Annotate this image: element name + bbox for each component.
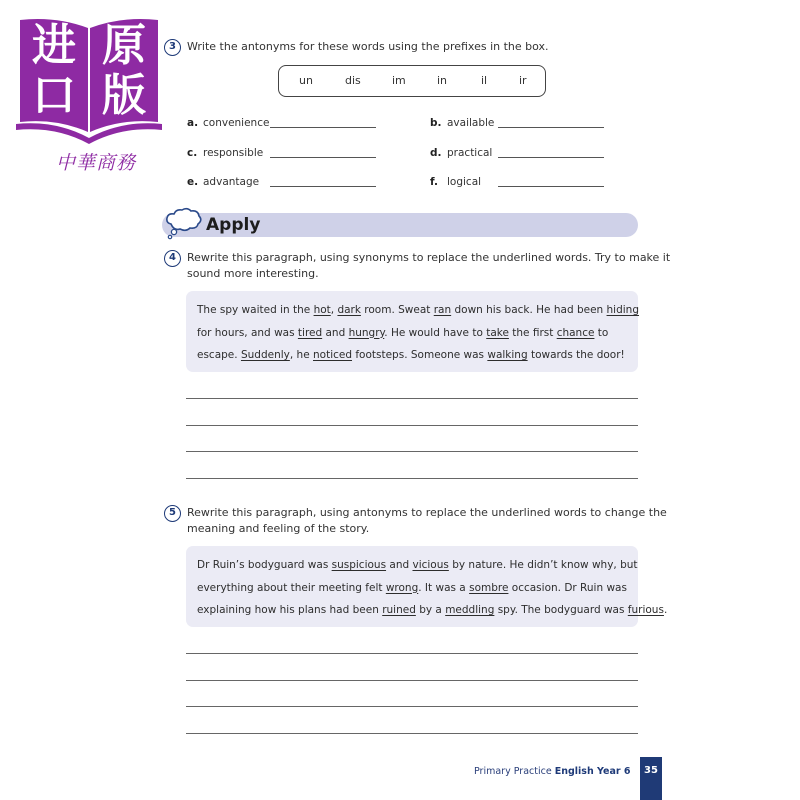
answer-line[interactable] [498, 127, 604, 128]
item-word: convenience [203, 117, 270, 129]
paragraph-text: explaining how his plans had been [197, 604, 383, 616]
underlined-word: wrong [385, 581, 419, 594]
paragraph-text: spy. The bodyguard was [494, 604, 628, 616]
paragraph-text: everything about their meeting felt [197, 581, 386, 594]
writing-line[interactable] [186, 425, 638, 426]
paragraph-text: by a [415, 604, 446, 616]
paragraph-text: by nature. He didn’t know why, but [448, 559, 638, 571]
item-letter: c. [187, 147, 198, 159]
writing-line[interactable] [186, 680, 638, 681]
paragraph-text: and [322, 326, 349, 339]
item-letter: a. [187, 117, 199, 129]
paragraph-text: room. Sweat [360, 304, 434, 316]
writing-line[interactable] [186, 478, 638, 479]
stamp-char-4: 版 [102, 70, 146, 121]
question-number-4: 4 [164, 250, 181, 267]
paragraph-text: . [663, 604, 668, 616]
underlined-word: noticed [313, 349, 353, 361]
prefix-item: dis [345, 74, 361, 87]
prefix-item: im [392, 74, 406, 87]
item-word: available [447, 117, 495, 129]
writing-line[interactable] [186, 733, 638, 734]
stamp-char-1: 进 [32, 20, 76, 71]
publisher-stamp-logo [16, 14, 162, 174]
underlined-word: sombre [469, 581, 509, 594]
apply-heading: Apply [206, 215, 261, 235]
underlined-word: furious [627, 604, 664, 616]
paragraph-line [197, 299, 640, 322]
paragraph-text: . It was a [418, 581, 470, 594]
underlined-word: Suddenly [240, 349, 290, 361]
writing-line[interactable] [186, 706, 638, 707]
underlined-word: chance [556, 326, 595, 339]
underlined-word: vicious [412, 559, 449, 571]
paragraph-text: to [594, 326, 609, 339]
underlined-word: take [486, 326, 509, 339]
paragraph-text: Dr Ruin’s bodyguard was [197, 559, 332, 571]
paragraph-line [197, 344, 626, 367]
prefix-box [278, 65, 546, 97]
writing-line[interactable] [186, 451, 638, 452]
item-letter: d. [430, 147, 442, 159]
paragraph-line [197, 577, 626, 600]
answer-line[interactable] [270, 157, 376, 158]
prefix-item: il [481, 74, 488, 87]
writing-line[interactable] [186, 398, 638, 399]
stamp-char-3: 口 [32, 70, 76, 121]
page-number: 35 [640, 757, 662, 800]
question-number-3: 3 [164, 39, 181, 56]
paragraph-text: towards the door! [527, 349, 625, 361]
item-letter: e. [187, 176, 199, 188]
paragraph-line [197, 554, 638, 577]
paragraph-text: , he [289, 349, 313, 361]
underlined-word: ruined [382, 604, 416, 616]
paragraph-text: the first [508, 326, 557, 339]
writing-line[interactable] [186, 653, 638, 654]
item-letter: f. [430, 176, 438, 188]
item-letter: b. [430, 117, 442, 129]
paragraph-text: for hours, and was [197, 326, 298, 339]
paragraph-text: down his back. He had been [451, 304, 607, 316]
footer-series: Primary Practice [474, 766, 552, 777]
question-5-instruction-line-1: Rewrite this paragraph, using antonyms to replace the underlined words to change the [187, 506, 667, 519]
underlined-word: tired [297, 326, 323, 339]
footer-book-title [474, 766, 630, 777]
question-4-paragraph [186, 291, 638, 372]
stamp-char-2: 原 [102, 20, 146, 71]
item-word: responsible [203, 147, 264, 159]
question-4-instruction-line-2: sound more interesting. [187, 267, 319, 280]
answer-line[interactable] [498, 157, 604, 158]
prefix-item: in [437, 74, 448, 87]
answer-line[interactable] [498, 186, 604, 187]
question-3-instruction: Write the antonyms for these words using the prefixes in the box. [187, 40, 549, 53]
paragraph-text: footsteps. Someone was [352, 349, 488, 361]
stamp-subtitle: 中華商務 [55, 152, 136, 174]
paragraph-text: . He would have to [384, 326, 487, 339]
underlined-word: suspicious [331, 559, 387, 571]
paragraph-text: escape. [197, 349, 241, 361]
underlined-word: hiding [606, 304, 640, 316]
item-word: logical [447, 176, 482, 188]
question-5-instruction-line-2: meaning and feeling of the story. [187, 522, 370, 535]
underlined-word: walking [487, 349, 528, 361]
underlined-word: hot [313, 304, 331, 316]
paragraph-text: , [330, 304, 338, 316]
paragraph-text: The spy waited in the [197, 304, 314, 316]
paragraph-line [197, 322, 626, 345]
item-word: practical [447, 147, 493, 159]
paragraph-text: occasion. Dr Ruin was [508, 581, 627, 594]
underlined-word: dark [337, 304, 361, 316]
answer-line[interactable] [270, 127, 376, 128]
thought-cloud-icon [163, 206, 203, 240]
paragraph-text: and [386, 559, 413, 571]
question-4-instruction-line-1: Rewrite this paragraph, using synonyms to replace the underlined words. Try to make it [187, 251, 671, 264]
answer-line[interactable] [270, 186, 376, 187]
paragraph-line [197, 599, 668, 622]
prefix-item: ir [519, 74, 527, 87]
underlined-word: hungry [348, 326, 385, 339]
footer-title: English Year 6 [554, 766, 631, 777]
question-5-paragraph [186, 546, 668, 627]
question-number-5: 5 [164, 505, 181, 522]
prefix-item: un [299, 74, 313, 87]
item-word: advantage [203, 176, 260, 188]
underlined-word: ran [433, 304, 452, 316]
underlined-word: meddling [445, 604, 495, 616]
